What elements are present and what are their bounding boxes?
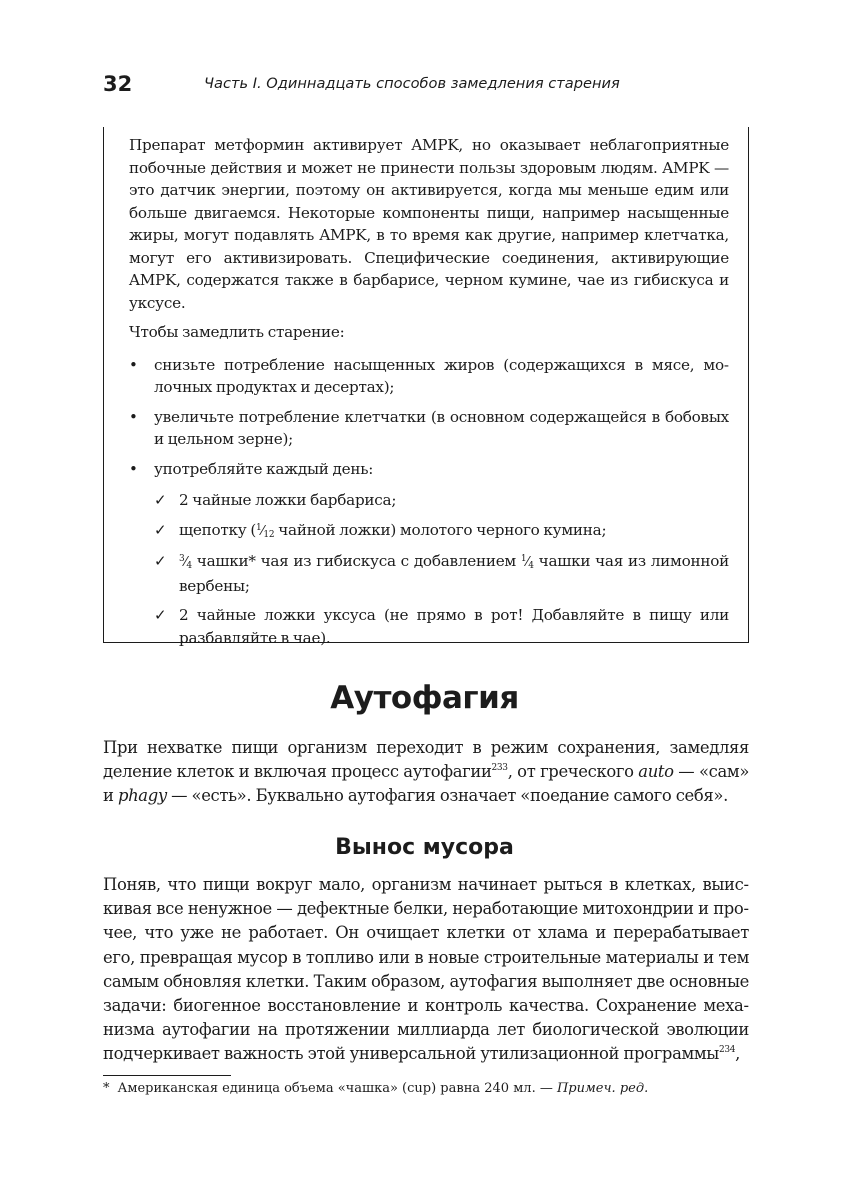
bullet-text: увеличьте потребление клетчатки (в основном содержащейся в бобовых и цельном зерне); — [154, 407, 729, 448]
sidebar-box — [103, 127, 749, 647]
page-number: 32 — [103, 72, 133, 96]
autophagy-paragraph — [103, 736, 749, 809]
section-heading: Аутофагия — [330, 680, 519, 716]
check-item-vinegar — [154, 604, 729, 649]
bullet-item-fiber — [129, 406, 729, 451]
fraction-denominator: 4 — [186, 561, 192, 571]
reference-234: 234 — [719, 1045, 736, 1056]
check-icon: ✓ — [154, 520, 167, 539]
waste-removal-paragraph — [103, 873, 749, 1067]
check-icon: ✓ — [154, 606, 167, 624]
fraction-denominator: 4 — [528, 561, 534, 571]
check-text-end: чашки чая из лимонной вербены; — [179, 552, 729, 595]
footnote-editor-note: Примеч. ред. — [556, 1081, 649, 1096]
check-item-cumin — [154, 519, 729, 544]
footnote — [103, 1079, 749, 1099]
footnote-mark: * — [103, 1081, 110, 1096]
subsection-heading: Вынос мусора — [335, 835, 514, 860]
check-item-barberry — [154, 489, 729, 512]
paragraph-text: Поняв, что пищи вокруг мало, организм начинает рыться в клетках, выискивая все ненужное — дефектные белки, неработающие митохондрии и прочее, что уже не работает. Он очищает клетки от хлама и перерабатывает его, превращая мусор в топливо или в новые строительные материалы и тем самым обновляя клетки. Таким образом, аутофагия выполняет две основные задачи: биогенное восстановление и контроль качества. Сохранение механизма аутофагии на протяжении миллиарда лет биологической эволюции подчеркивает важность этой универсальной утилизационной программы — [103, 875, 749, 1064]
check-text-mid: чашки* чая из гибискуса с добавлением — [191, 552, 521, 570]
bullet-item-fats — [129, 354, 729, 399]
reference-233: 233 — [491, 763, 508, 774]
check-text-start: щепотку ( — [179, 520, 257, 539]
fraction: $^3⁄_4$ — [179, 554, 192, 571]
sidebar-box-content — [129, 134, 729, 656]
paragraph-text: — «сам» и — [103, 762, 749, 806]
running-head: Часть I. Одиннадцать способов замедления старения — [204, 75, 620, 92]
bullet-text: снизьте потребление насыщенных жиров (содержащихся в мясе, молочных продуктах и десертах); — [154, 355, 729, 396]
fraction-numerator: 1 — [520, 554, 527, 564]
bullet-text: употребляйте каждый день: — [154, 459, 374, 478]
check-text-end: чайной ложки) молотого черного кумина; — [274, 520, 607, 539]
check-item-hibiscus — [154, 550, 729, 597]
box-paragraph: Препарат метформин активирует AMPK, но оказывает неблагоприятные побочные действия и может не принести пользы здоровым людям. AMPK — это датчик энергии, поэтому он активируется, когда мы меньше едим или больше двигаемся. Некоторые компоненты пищи, например насыщенные жиры, могут подавлять AMPK, в то время как другие, например клетчатка, могут его активизировать. Специфические соединения, активирующие AMPK, содержатся также в барбарисе, черном кумине, чае из гибискуса и уксусе. — [129, 136, 729, 312]
fraction: $^1⁄_4$ — [520, 554, 534, 571]
check-text: 2 чайные ложки уксуса (не прямо в рот! Добавляйте в пищу или разбавляйте в чае). — [179, 606, 729, 647]
paragraph-text: , — [735, 1044, 741, 1064]
term-auto: auto — [638, 762, 674, 782]
bullet-item-daily — [129, 458, 729, 650]
paragraph-text: — «есть». Буквально аутофагия означает «поедание самого себя». — [166, 786, 728, 806]
footnote-divider — [103, 1075, 231, 1076]
check-icon: ✓ — [154, 552, 167, 570]
fraction-numerator: 1 — [256, 522, 262, 533]
paragraph-text: При нехватке пищи организм переходит в режим сохранения, замедляя деление клеток и включая процесс аутофагии — [103, 738, 749, 782]
paragraph-text: , от греческого — [507, 762, 639, 782]
fraction: $^1⁄_{12}$ — [256, 522, 275, 540]
check-icon: ✓ — [154, 491, 167, 509]
box-intro: Чтобы замедлить старение: — [129, 323, 345, 341]
bullet-list — [129, 354, 729, 650]
fraction-numerator: 3 — [179, 554, 185, 564]
check-text: 2 чайные ложки барбариса; — [179, 491, 397, 509]
term-phagy: phagy — [117, 786, 167, 806]
footnote-text: Американская единица объема «чашка» (cup) равна 240 мл. — — [117, 1081, 557, 1096]
check-list — [154, 489, 729, 649]
fraction-denominator: 12 — [263, 529, 275, 540]
